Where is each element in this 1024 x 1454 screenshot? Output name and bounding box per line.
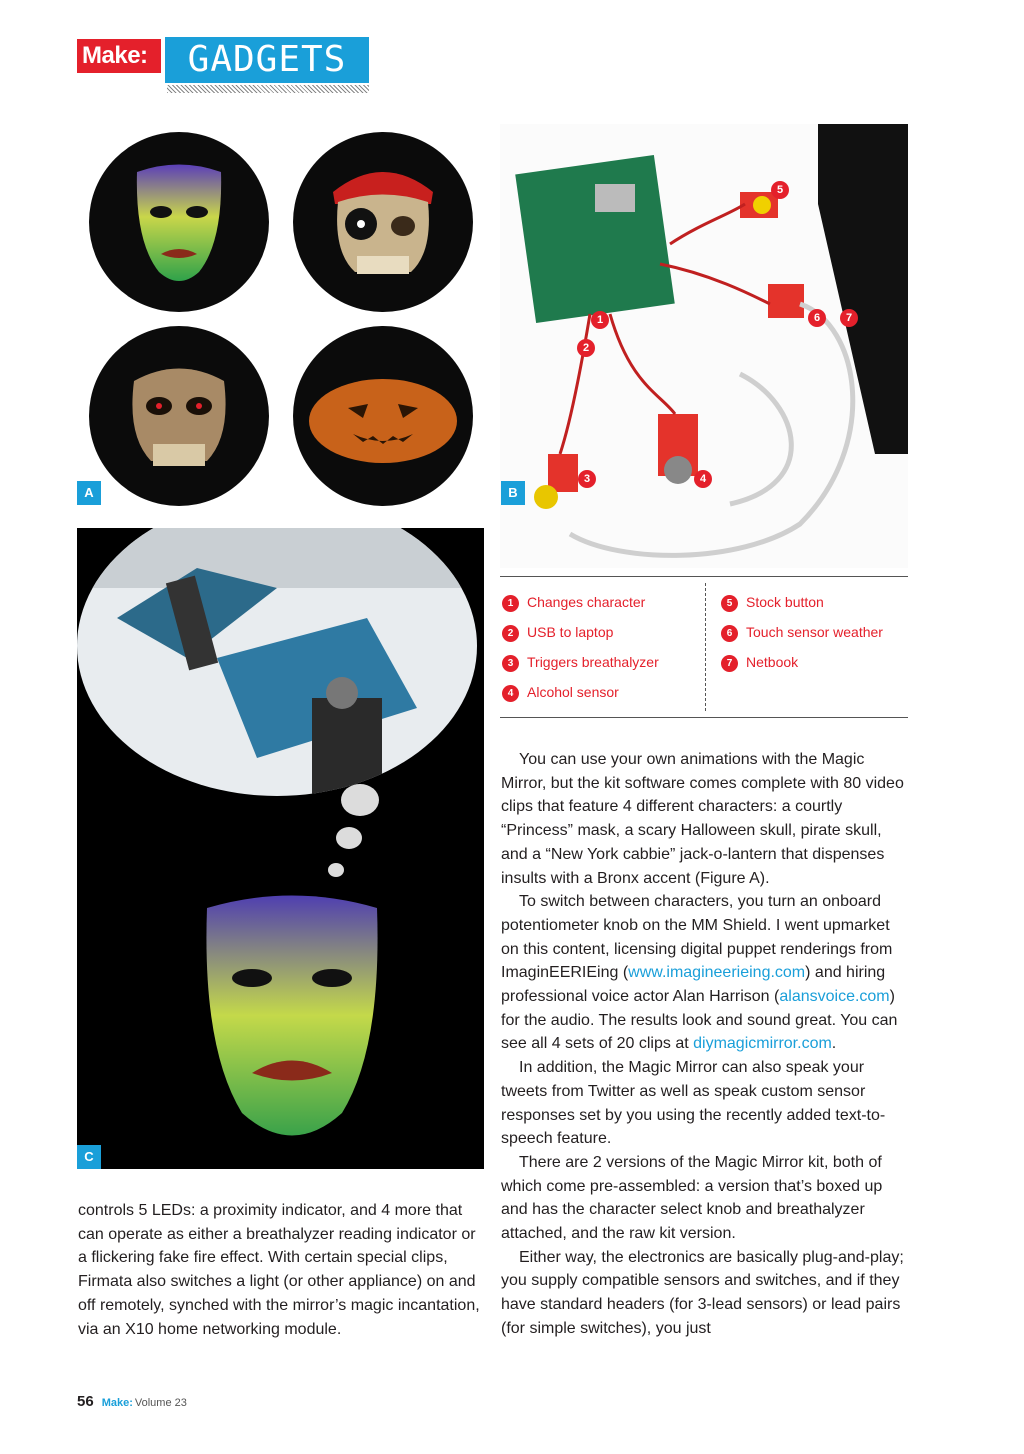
figure-b-legend (500, 576, 908, 718)
legend-number: 3 (502, 655, 519, 672)
legend-label: Triggers breathalyzer (527, 654, 659, 670)
figure-a-label: A (77, 481, 101, 505)
legend-label: USB to laptop (527, 624, 614, 640)
imagineerieing-link[interactable]: www.imagineerieing.com (628, 964, 806, 982)
figure-b-number-3: 3 (578, 470, 596, 488)
body-paragraph: Either way, the electronics are basically plug-and-play; you supply compatible sensors and switches, and if they have standard headers (for 3-lead sensors) or lead pairs (for simple switches), you just (501, 1248, 904, 1337)
section-header (77, 37, 369, 95)
legend-item (721, 652, 798, 672)
legend-label: Alcohol sensor (527, 684, 619, 700)
footer-volume: Volume 23 (134, 1397, 187, 1409)
figure-b-label: B (501, 481, 525, 505)
header-hatch-decoration (167, 85, 369, 93)
diymagicmirror-link[interactable]: diymagicmirror.com (693, 1035, 832, 1053)
legend-number: 4 (502, 685, 519, 702)
footer-make-label: Make: (101, 1397, 133, 1409)
legend-item (502, 592, 645, 612)
legend-number: 1 (502, 595, 519, 612)
alansvoice-link[interactable]: alansvoice.com (779, 988, 890, 1006)
article-body-right-column (501, 748, 911, 1341)
body-paragraph: controls 5 LEDs: a proximity indicator, and 4 more that can operate as either a breathalyzer reading indicator or a flickering fake fire effect. With certain special clips, Firmata also switches a light (or other appliance) on and off remotely, synched with the mirror’s magic incantation, via an X10 home networking module. (78, 1202, 480, 1338)
halloween-skull-image (89, 326, 269, 506)
body-paragraph: There are 2 versions of the Magic Mirror kit, both of which come pre-assembled: a version that’s boxed up and has the character select knob and breathalyzer attached, and the raw kit version. (501, 1153, 883, 1243)
figure-b-number-7: 7 (840, 309, 858, 327)
legend-item (502, 682, 619, 702)
figure-b-number-6: 6 (808, 309, 826, 327)
section-title: GADGETS (165, 37, 369, 83)
jack-o-lantern-image (293, 326, 473, 506)
legend-label: Netbook (746, 654, 799, 670)
body-paragraph: To switch between characters, you turn an onboard potentiometer knob on the MM Shield. I went upmarket on this content, licensing digital puppet renderings from ImaginEERIEing (www.imagineerieing.com) and hiring professional voice actor Alan Harrison (alansvoice.com) for the audio. The results look and sound great. You can see all 4 sets of 20 clips at diymagicmirror.com. (501, 893, 898, 1053)
figure-b-number-2: 2 (577, 339, 595, 357)
figure-c-label: C (77, 1145, 101, 1169)
page-footer (77, 1393, 187, 1410)
figure-b-number-4: 4 (694, 470, 712, 488)
figure-c (77, 528, 484, 1169)
body-paragraph: In addition, the Magic Mirror can also speak your tweets from Twitter as well as speak custom sensor responses set by you using the recently added text-to-speech feature. (501, 1059, 886, 1148)
figure-b-number-1: 1 (591, 311, 609, 329)
princess-mask-image (89, 132, 269, 312)
legend-label: Touch sensor weather (746, 624, 883, 640)
legend-number: 7 (721, 655, 738, 672)
legend-label: Stock button (746, 594, 824, 610)
legend-item (502, 652, 659, 672)
figure-a (77, 124, 483, 505)
legend-label: Changes character (527, 594, 646, 610)
figure-b (500, 124, 908, 568)
figure-b-number-5: 5 (771, 181, 789, 199)
body-paragraph: You can use your own animations with the Magic Mirror, but the kit software comes complete with 80 video clips that feature 4 different characters: a courtly “Princess” mask, a scary Halloween skull, pirate skull, and a “New York cabbie” jack-o-lantern that dispenses insults with a Bronx accent (Figure A). (501, 751, 904, 887)
legend-item (721, 622, 883, 642)
legend-number: 5 (721, 595, 738, 612)
pirate-skull-image (293, 132, 473, 312)
legend-number: 2 (502, 625, 519, 642)
legend-item (502, 622, 613, 642)
legend-number: 6 (721, 625, 738, 642)
article-body-left-column (78, 1199, 488, 1341)
make-logo: Make: (77, 39, 161, 73)
legend-divider (705, 583, 706, 711)
legend-item (721, 592, 824, 612)
page-number: 56 (77, 1393, 94, 1410)
